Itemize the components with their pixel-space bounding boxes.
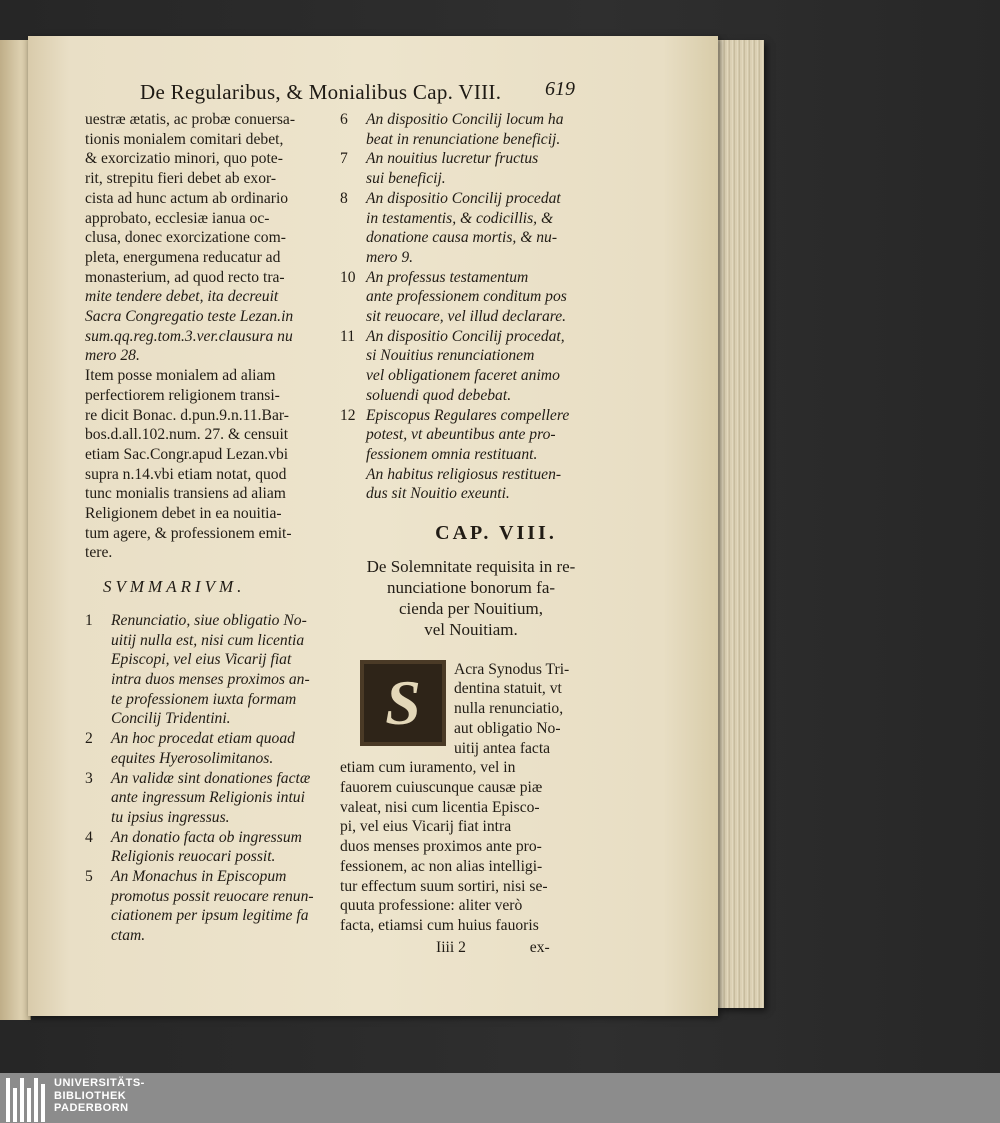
right-column xyxy=(340,110,602,957)
summary-item xyxy=(340,110,602,149)
text-line: mite tendere debet, ita decreuit xyxy=(85,288,279,306)
text-line: dentina statuit, vt xyxy=(454,680,562,698)
summary-item xyxy=(340,465,602,504)
text-line: nunciatione bonorum fa- xyxy=(386,577,556,597)
text-line: An nouitius lucretur fructus xyxy=(366,150,539,168)
text-line: approbato, ecclesiæ ianua oc- xyxy=(85,209,270,227)
summary-number: 10 xyxy=(340,268,356,286)
text-line: beat in renunciatione beneficij. xyxy=(366,130,561,148)
text-line: mero 9. xyxy=(366,248,414,266)
summary-list-continued xyxy=(340,110,602,504)
text-line: An habitus religiosus restituen- xyxy=(366,465,562,483)
text-line: An donatio facta ob ingressum xyxy=(111,828,302,846)
opening-paragraph xyxy=(340,660,602,759)
summary-item xyxy=(85,828,335,867)
body-text xyxy=(340,758,602,935)
text-line: uitij nulla est, nisi cum licentia xyxy=(111,631,305,649)
text-line: fauorem cuiuscunque causæ piæ xyxy=(340,778,543,796)
summary-text xyxy=(366,149,538,188)
text-line: An dispositio Concilij locum ha xyxy=(366,111,564,128)
summary-item xyxy=(340,406,602,465)
text-line: An hoc procedat etiam quoad xyxy=(111,730,295,748)
text-line: PADERBORN xyxy=(54,1102,129,1114)
text-line: ctam. xyxy=(111,927,146,945)
text-line: pi, vel eius Vicarij fiat intra xyxy=(340,818,512,836)
text-line: uestræ ætatis, ac probæ conuersa- xyxy=(85,111,296,128)
library-name xyxy=(54,1077,145,1115)
summary-list xyxy=(85,611,335,946)
library-logo-icon xyxy=(6,1074,50,1122)
text-line: ante professionem conditum pos xyxy=(366,288,567,306)
text-line: dus sit Nouitio exeunti. xyxy=(366,485,510,503)
text-line: Concilij Tridentini. xyxy=(111,710,231,728)
summary-text xyxy=(366,327,565,406)
summary-text xyxy=(111,867,314,946)
summary-text xyxy=(366,406,569,465)
text-line: valeat, nisi cum licentia Episco- xyxy=(340,798,540,816)
text-line: An professus testamentum xyxy=(366,268,529,286)
summary-item xyxy=(85,769,335,828)
left-column xyxy=(85,110,335,946)
text-line: Episcopi, vel eius Vicarij fiat xyxy=(111,651,292,669)
text-line: bos.d.all.102.num. 27. & censuit xyxy=(85,426,289,444)
summary-number: 5 xyxy=(85,868,93,886)
summary-number: 4 xyxy=(85,828,93,846)
text-line: supra n.14.vbi etiam notat, quod xyxy=(85,465,287,483)
summary-text xyxy=(111,769,310,828)
text-line: Acra Synodus Tri- xyxy=(454,660,570,678)
text-line: donatione causa mortis, & nu- xyxy=(366,229,558,247)
summary-number: 8 xyxy=(340,189,348,207)
text-line: aut obligatio No- xyxy=(454,719,561,737)
text-line: equites Hyerosolimitanos. xyxy=(111,749,274,767)
text-line: BIBLIOTHEK xyxy=(54,1089,127,1102)
text-line: Episcopus Regulares compellere xyxy=(366,406,570,424)
text-line: si Nouitius renunciationem xyxy=(366,347,535,365)
text-line: duos menses proximos ante pro- xyxy=(340,838,542,856)
summary-item xyxy=(340,268,602,327)
summary-item xyxy=(85,729,335,768)
text-line: perfectiorem religionem transi- xyxy=(85,386,280,404)
running-head: De Regularibus, & Monialibus Cap. VIII. xyxy=(140,80,502,104)
text-line: sit reuocare, vel illud declarare. xyxy=(366,308,567,326)
body-text xyxy=(85,110,335,563)
text-line: tionis monialem comitari debet, xyxy=(85,130,284,148)
catchword: ex- xyxy=(529,938,550,956)
page-block-edges xyxy=(716,40,764,1008)
text-line: cienda per Nouitium, xyxy=(399,598,543,618)
summary-text xyxy=(366,465,561,504)
summary-number xyxy=(340,465,366,504)
text-line: etiam cum iuramento, vel in xyxy=(340,759,516,777)
text-line: An dispositio Concilij procedat xyxy=(366,189,561,207)
summary-item xyxy=(340,149,602,188)
text-line: in testamentis, & codicillis, & xyxy=(366,209,554,227)
text-line: Renunciatio, siue obligatio No- xyxy=(111,611,307,629)
text-line: Sacra Congregatio teste Lezan.in xyxy=(85,308,294,326)
summary-item xyxy=(340,189,602,268)
summary-item xyxy=(85,611,335,729)
text-line: quuta professione: aliter verò xyxy=(340,897,523,915)
summary-text xyxy=(366,110,564,149)
text-line: & exorcizatio minori, quo pote- xyxy=(85,150,283,168)
summary-item xyxy=(85,867,335,946)
text-line: Religionis reuocari possit. xyxy=(111,848,276,866)
ornamental-initial: S xyxy=(360,660,446,746)
dropcap-text xyxy=(454,660,569,759)
text-line: rit, strepitu fieri debet ab exor- xyxy=(85,170,277,188)
chapter-subtitle xyxy=(340,556,602,640)
text-line: nulla renunciatio, xyxy=(454,700,564,718)
text-line: tere. xyxy=(85,544,113,562)
summary-number: 2 xyxy=(85,730,93,748)
text-line: promotus possit reuocare renun- xyxy=(111,887,314,905)
summary-item xyxy=(340,327,602,406)
text-line: tum agere, & professionem emit- xyxy=(85,524,292,542)
text-line: facta, etiamsi cum huius fauoris xyxy=(340,916,539,934)
summary-heading: SVMMARIVM. xyxy=(103,577,246,597)
text-line: monasterium, ad quod recto tra- xyxy=(85,268,285,286)
facing-page-edge xyxy=(0,40,31,1020)
text-line: Item posse monialem ad aliam xyxy=(85,367,276,385)
text-line: UNIVERSITÄTS- xyxy=(54,1077,145,1089)
text-line: etiam Sac.Congr.apud Lezan.vbi xyxy=(85,445,289,463)
page-number: 619 xyxy=(545,78,575,100)
text-line: te professionem iuxta formam xyxy=(111,690,297,708)
text-line: potest, vt abeuntibus ante pro- xyxy=(366,426,556,444)
library-footer xyxy=(0,1073,1000,1123)
signature-label: Iiii 2 xyxy=(436,938,466,956)
summary-number: 3 xyxy=(85,769,93,787)
text-line: tu ipsius ingressus. xyxy=(111,808,230,826)
text-line: intra duos menses proximos an- xyxy=(111,670,310,688)
text-line: tur effectum suum sortiri, nisi se- xyxy=(340,877,548,895)
chapter-title: CAP. VIII. xyxy=(435,522,557,545)
text-line: fessionem omnia restituant. xyxy=(366,445,538,463)
summary-text xyxy=(366,189,561,268)
text-line: fessionem, ac non alias intelligi- xyxy=(340,857,543,875)
summary-text xyxy=(111,828,302,867)
summary-number: 6 xyxy=(340,111,348,128)
summary-text xyxy=(111,729,295,768)
text-line: De Solemnitate requisita in re- xyxy=(366,556,576,576)
signature-mark xyxy=(340,938,602,958)
text-line: Religionem debet in ea nouitia- xyxy=(85,505,282,523)
text-line: sum.qq.reg.tom.3.ver.clausura nu xyxy=(85,327,293,345)
summary-number: 7 xyxy=(340,150,348,168)
text-line: re dicit Bonac. d.pun.9.n.11.Bar- xyxy=(85,406,289,424)
text-line: uitij antea facta xyxy=(454,739,551,757)
summary-text xyxy=(366,268,567,327)
text-line: vel obligationem faceret animo xyxy=(366,367,560,385)
text-line: ante ingressum Religionis intui xyxy=(111,789,305,807)
text-line: An validæ sint donationes factæ xyxy=(111,769,311,787)
text-line: soluendi quod debebat. xyxy=(366,386,512,404)
text-line: mero 28. xyxy=(85,347,140,365)
summary-number: 12 xyxy=(340,406,356,424)
summary-text xyxy=(111,611,310,729)
text-line: tunc monialis transiens ad aliam xyxy=(85,485,286,503)
text-line: sui beneficij. xyxy=(366,170,446,188)
text-line: pleta, energumena reducatur ad xyxy=(85,248,281,266)
text-line: vel Nouitiam. xyxy=(424,619,518,639)
summary-number: 1 xyxy=(85,611,93,629)
text-line: An dispositio Concilij procedat, xyxy=(366,327,565,345)
summary-number: 11 xyxy=(340,327,356,345)
text-line: ciationem per ipsum legitime fa xyxy=(111,907,309,925)
text-line: An Monachus in Episcopum xyxy=(111,868,287,886)
text-line: clusa, donec exorcizatione com- xyxy=(85,229,286,247)
text-line: cista ad hunc actum ab ordinario xyxy=(85,189,289,207)
